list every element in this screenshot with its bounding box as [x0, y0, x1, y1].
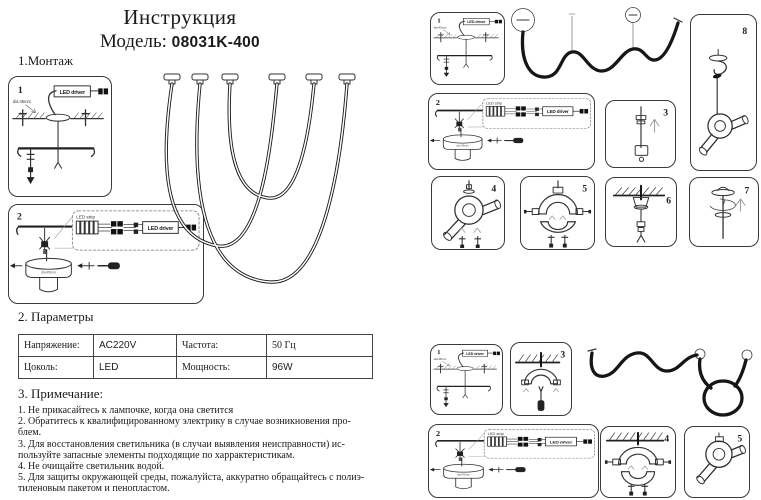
note-line: 3. Для восстановления светильника (в случаи выявления неисправности) ис- — [18, 438, 345, 450]
wiring-diagram — [429, 94, 594, 169]
param-label: Цоколь: — [19, 357, 94, 379]
param-label: Напряжение: — [19, 335, 94, 357]
panel-number: 7 — [744, 185, 750, 197]
table-row — [19, 335, 373, 357]
panel-number: 5 — [737, 433, 743, 445]
ceiling-bracket-diagram — [9, 77, 111, 196]
clamp-halves-diagram — [521, 177, 594, 249]
panel-b3-arch-clamp — [510, 342, 572, 416]
note-line: пользуйте запасные элементы подходящие по харрактеристикам. — [18, 449, 295, 461]
panel-number: 3 — [560, 349, 566, 361]
param-label: Мощность: — [177, 357, 267, 379]
panel-number: 5 — [582, 183, 588, 195]
panel-step5-clamp-halves — [520, 176, 595, 250]
panel-number: 4 — [664, 433, 670, 445]
panel-b4-ceiling-clamp — [600, 426, 676, 498]
note-line: блем. — [18, 427, 42, 439]
note-line: 2. Обратитесь к квалифицированному электрику в случае возникновения про- — [18, 416, 351, 428]
panel-step4-ring-clamp-tube — [431, 176, 505, 250]
param-value: AC220V — [94, 335, 177, 357]
panel-number: 4 — [491, 183, 497, 195]
ceiling-bracket-diagram — [431, 345, 502, 414]
canopy-twist-diagram — [690, 178, 758, 246]
note-line: 4. Не очищайте светильник водой. — [18, 461, 165, 473]
ring-clamp-diagram — [685, 427, 749, 497]
panel-number: 3 — [663, 107, 669, 119]
section-montage: 1.Монтаж — [18, 53, 74, 68]
panel-step1-ceiling-bracket-bottom — [430, 344, 503, 415]
ring-clamp-tube-diagram — [432, 177, 504, 249]
table-row — [19, 357, 373, 379]
model-label: Модель: — [100, 31, 167, 52]
panel-step2-wiring-bottom — [428, 424, 599, 498]
notes-list — [18, 405, 423, 495]
pendant-cable-wave-bottom — [583, 338, 761, 426]
param-value: LED — [94, 357, 177, 379]
note-line: 1. Не прикасайтесь к лампочке, когда она светится — [18, 405, 234, 416]
panel-number: 6 — [666, 195, 672, 207]
panel-step3-cord-adjuster — [605, 100, 676, 168]
note-line: тиленовым пакетом и пенопластом. — [18, 483, 170, 495]
note-line: 5. Для защиты окружающей среды, пожалуйста, аккуратно обращайтесь с полиэ- — [18, 472, 365, 484]
panel-step1-ceiling-bracket — [8, 76, 112, 197]
param-value: 50 Гц — [267, 335, 373, 357]
wiring-diagram — [429, 425, 598, 497]
panel-step8-hook-hanging — [690, 14, 757, 171]
panel-step6-ceiling-connector — [605, 177, 677, 247]
panel-step2-wiring-small — [428, 93, 595, 170]
cord-adjuster-diagram — [606, 101, 675, 167]
model-line — [30, 31, 330, 53]
model-value: 08031K-400 — [171, 34, 260, 51]
pendant-cable-wave-top — [488, 4, 693, 86]
params-table — [18, 334, 373, 379]
arch-clamp-diagram — [511, 343, 571, 415]
param-value: 96W — [267, 357, 373, 379]
ceiling-clamp-diagram — [601, 427, 675, 497]
pendant-lamp-overview-drawing — [140, 66, 430, 316]
panel-b5-ring-clamp — [684, 426, 750, 498]
ceiling-connector-diagram — [606, 178, 676, 246]
hook-hanging-diagram — [691, 15, 756, 170]
panel-number: 8 — [742, 25, 748, 37]
panel-step7-canopy-twist — [689, 177, 759, 247]
page-title: Инструкция — [123, 5, 237, 29]
param-label: Частота: — [177, 335, 267, 357]
section-notes: 3. Примечание: — [18, 386, 104, 401]
section-params: 2. Параметры — [18, 309, 94, 324]
